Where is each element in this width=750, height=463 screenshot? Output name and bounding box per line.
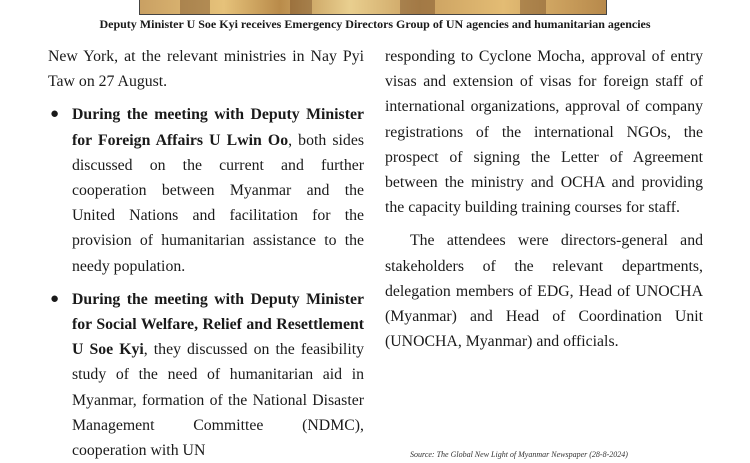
closing-paragraph: The attendees were directors-general and stakeholders of the relevant departments, delegation members of EDG, Head of UNOCHA (Myanmar) and Head of Coordination Unit (UNOCHA, Myanmar) and officials. bbox=[385, 232, 703, 351]
source-note: Source: The Global New Light of Myanmar Newspaper (28-8-2024) bbox=[410, 450, 628, 459]
bullet-item-social-welfare bbox=[48, 287, 364, 463]
left-column bbox=[48, 44, 364, 463]
bullet-icon: ● bbox=[50, 106, 60, 123]
bullet-icon: ● bbox=[50, 290, 60, 307]
intro-paragraph: New York, at the relevant ministries in Nay Pyi Taw on 27 August. bbox=[48, 48, 364, 91]
bullet-item-foreign-affairs bbox=[48, 102, 364, 278]
bullet-text: , both sides discussed on the current and further cooperation between Myanmar and the United Nations and facilitation for the provision of humanitarian assistance to the needy population. bbox=[72, 131, 364, 275]
meeting-bullet-list bbox=[48, 102, 364, 463]
news-photo bbox=[139, 0, 607, 15]
bullet-text: , they discussed on the feasibility study of the need of humanitarian aid in Myanmar, formation of the National Disaster Management Committee (NDMC), cooperation with UN bbox=[72, 341, 364, 460]
right-column bbox=[385, 44, 703, 354]
bullet-lead: During the meeting with Deputy Minister for Foreign Affairs U Lwin Oo bbox=[72, 106, 364, 149]
bullet-lead: During the meeting with Deputy Minister for Social Welfare, Relief and Resettlement U Soe Kyi bbox=[72, 290, 364, 359]
photo-caption: Deputy Minister U Soe Kyi receives Emergency Directors Group of UN agencies and humanitarian agencies bbox=[99, 17, 651, 31]
continuation-paragraph: responding to Cyclone Mocha, approval of entry visas and extension of visas for foreign staff of international organizations, approval of company registrations of the international NGOs, the prospect of signing the Letter of Agreement between the ministry and OCHA and providing the capacity building training courses for staff. bbox=[385, 48, 703, 217]
